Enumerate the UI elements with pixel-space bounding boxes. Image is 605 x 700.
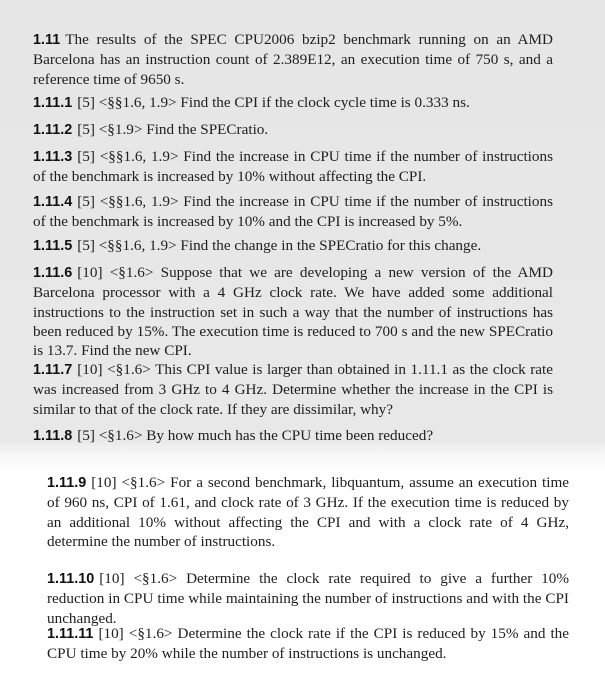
exercise-points: [10] [98,625,124,642]
exercise-points: [10] [91,474,117,491]
exercise-1-11-9 [47,473,569,551]
exercise-text: By how much has the CPU time been reduced? [146,427,434,444]
exercise-number: 1.11.1 [33,95,73,111]
exercise-text: Determine the clock rate required to give a further 10% reduction in CPU time while maintaining the number of instructions and with the CPI unchanged. [47,570,569,627]
exercise-text: This CPI value is larger than obtained in 1.11.1 as the clock rate was increased from 3 GHz to 4 GHz. Determine whether the increase in the CPI is similar to that of the clock rate. If they are dissimilar, why? [33,361,554,418]
exercise-text: Find the SPECratio. [146,121,269,138]
exercise-1-11-5 [33,236,553,256]
exercise-refs: <§1.6> [107,361,151,378]
exercise-text: Determine the clock rate if the CPI is reduced by 15% and the CPU time by 20% while the number of instructions is unchanged. [47,625,570,663]
exercise-1-11-11 [47,624,569,664]
exercise-number: 1.11.5 [33,238,73,254]
exercise-points: [10] [77,361,103,378]
exercise-text: Find the CPI if the clock cycle time is 0.333 ns. [180,94,470,111]
exercise-1-11-3 [33,147,553,187]
exercise-refs: <§§1.6, 1.9> [99,148,179,165]
exercise-text: Find the increase in CPU time if the number of instructions of the benchmark is increased by 10% without affecting the CPI. [33,148,553,186]
exercise-refs: <§§1.6, 1.9> [98,237,177,254]
exercise-1-11-1 [33,93,553,113]
exercise-points: [5] [77,121,95,138]
exercise-number: 1.11.4 [33,194,73,210]
exercise-1-11-6 [33,263,553,360]
problem-number: 1.11 [33,32,61,48]
exercise-points: [10] [99,570,125,587]
exercise-points: [5] [77,148,95,165]
exercise-refs: <§1.6> [128,625,173,642]
exercise-refs: <§§1.6, 1.9> [98,94,177,111]
exercise-1-11-8 [33,426,553,446]
exercise-points: [10] [77,264,103,281]
exercise-refs: <§§1.6, 1.9> [99,193,179,210]
exercise-points: [5] [77,237,95,254]
exercise-number: 1.11.2 [33,122,73,138]
exercise-1-11-4 [33,192,553,232]
exercise-refs: <§1.9> [98,121,143,138]
exercise-refs: <§1.6> [121,474,166,491]
exercise-points: [5] [77,94,95,111]
exercise-text: Find the increase in CPU time if the number of instructions of the benchmark is increased by 10% and the CPI is increased by 5%. [33,193,553,231]
exercise-text: For a second benchmark, libquantum, assume an execution time of 960 ns, CPI of 1.61, and clock rate of 3 GHz. If the execution time is reduced by an additional 10% without affecting the CPI and with a clock rate of 4 GHz, determine the number of instructions. [47,474,570,550]
exercise-points: [5] [77,427,95,444]
exercise-number: 1.11.7 [33,362,73,378]
exercise-1-11-7 [33,360,553,419]
exercise-number: 1.11.3 [33,149,73,165]
exercise-number: 1.11.9 [47,475,87,491]
exercise-text: Suppose that we are developing a new version of the AMD Barcelona processor with a 4 GHz clock rate. We have added some additional instructions to the instruction set in such a way that the number of instructions has been reduced by 15%. The execution time is reduced to 700 s and the new SPECratio is 13.7. Find the new CPI. [33,264,553,360]
problem-intro-text: The results of the SPEC CPU2006 bzip2 benchmark running on an AMD Barcelona has an instruction count of 2.389E12, an execution time of 750 s, and a reference time of 9650 s. [33,31,553,88]
exercise-number: 1.11.6 [33,265,73,281]
exercise-1-11-10 [47,569,569,628]
exercise-number: 1.11.11 [47,626,94,642]
exercise-number: 1.11.10 [47,571,95,587]
exercise-refs: <§1.6> [133,570,178,587]
exercise-number: 1.11.8 [33,428,73,444]
exercise-text: Find the change in the SPECratio for this change. [180,237,482,254]
exercise-refs: <§1.6> [98,427,143,444]
exercise-1-11-2 [33,120,553,140]
exercise-points: [5] [77,193,95,210]
exercise-refs: <§1.6> [109,264,154,281]
problem-intro [33,30,553,89]
